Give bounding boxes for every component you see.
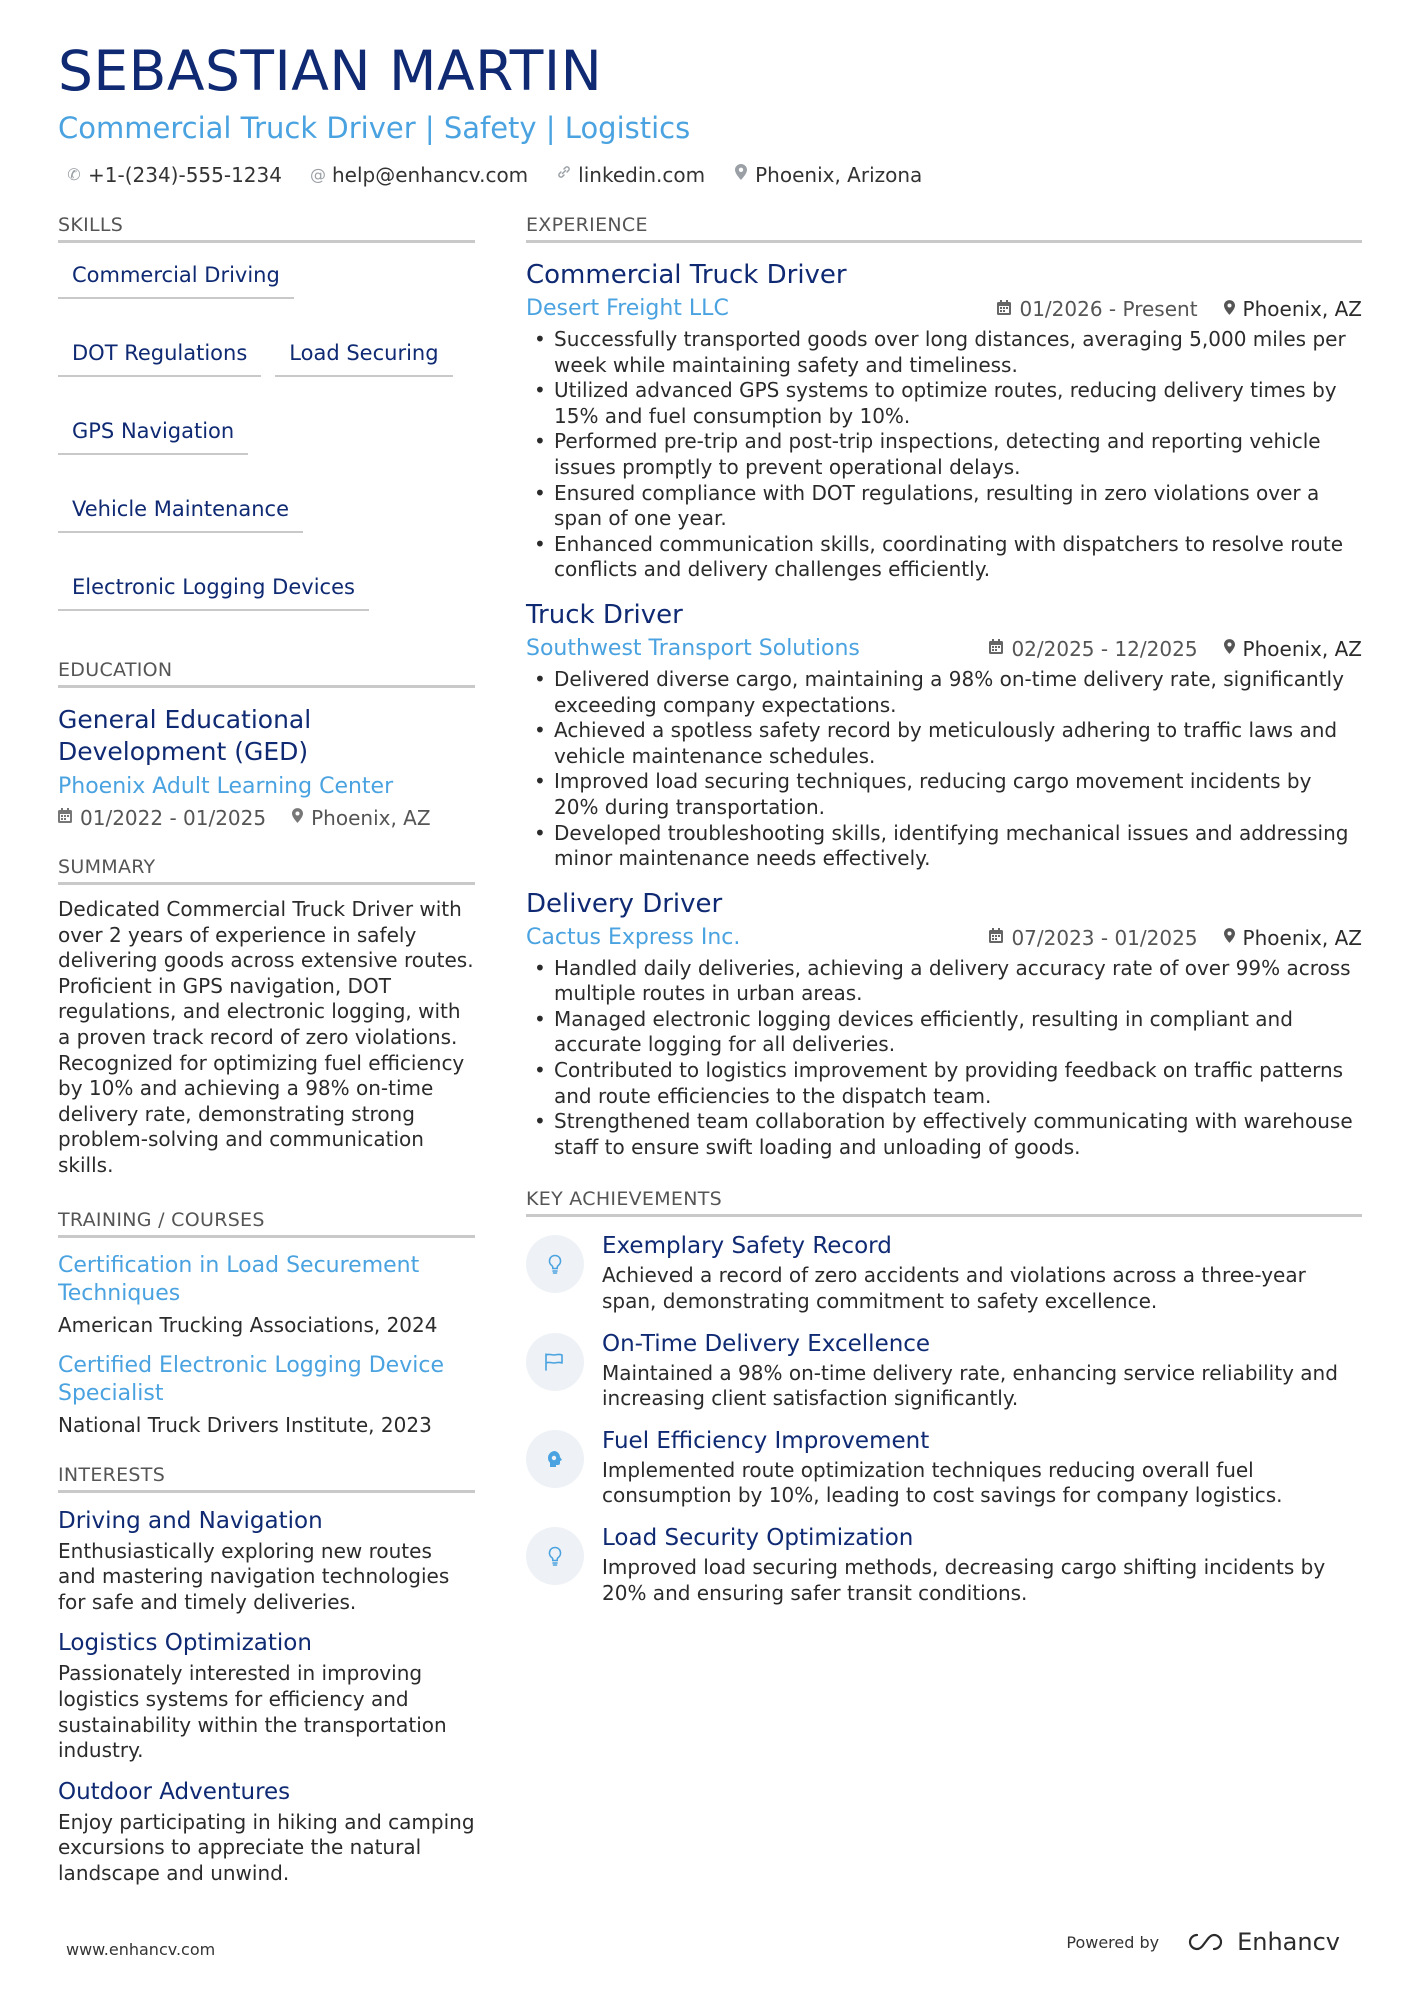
achievement-entry: [526, 1231, 1362, 1314]
achievement-body: [602, 1426, 1362, 1509]
job-meta: [989, 926, 1362, 950]
skills-heading: SKILLS: [58, 214, 475, 243]
job-location: Phoenix, AZ: [1242, 925, 1362, 950]
bullet-item: • Performed pre-trip and post-trip inspections, detecting and reporting vehicle issues promptly to prevent operational delays.: [526, 429, 1362, 480]
job-meta-row: [526, 635, 1362, 663]
experience-heading: EXPERIENCE: [526, 214, 1362, 243]
job-title: Commercial Truck Driver: [526, 260, 847, 290]
job-meta: [989, 637, 1362, 661]
skill-tag: Commercial Driving: [58, 257, 294, 299]
bullet-item: • Managed electronic logging devices efficiently, resulting in compliant and accurate logging for all deliveries.: [526, 1007, 1362, 1058]
achievement-body: [602, 1523, 1362, 1606]
calendar-icon: [989, 928, 1003, 947]
bullet-item: • Ensured compliance with DOT regulations, resulting in zero violations over a span of one year.: [526, 481, 1362, 532]
job-meta-row: [526, 295, 1362, 323]
job-entry: [526, 888, 1362, 1161]
achievement-title: Load Security Optimization: [602, 1525, 914, 1551]
job-meta: [997, 297, 1362, 321]
contact-phone[interactable]: [66, 163, 282, 187]
candidate-name: SEBASTIAN MARTIN: [58, 39, 603, 103]
interest-entry: [58, 1778, 475, 1887]
course-provider: National Truck Drivers Institute, 2023: [58, 1412, 432, 1437]
training-entry: [58, 1352, 475, 1438]
powered-by-label: Powered by: [1066, 1932, 1160, 1952]
footer-branding: [1066, 1928, 1340, 1956]
right-column: [526, 214, 1362, 1606]
contact-location: [733, 163, 922, 187]
job-bullets: [526, 667, 1362, 872]
footer-website[interactable]: www.enhancv.com: [66, 1940, 216, 1959]
achievements-heading: KEY ACHIEVEMENTS: [526, 1188, 1362, 1217]
bullet-item: • Strengthened team collaboration by effectively communicating with warehouse staff to ensure swift loading and unloading of goods.: [526, 1109, 1362, 1160]
bullet-item: • Handled daily deliveries, achieving a delivery accuracy rate of over 99% across multiple routes in urban areas.: [526, 956, 1362, 1007]
school-name: Phoenix Adult Learning Center: [58, 774, 394, 799]
company-name: Southwest Transport Solutions: [526, 635, 860, 661]
education-entry: [58, 704, 475, 830]
interest-text: Enjoy participating in hiking and camping excursions to appreciate the natural landscape and unwind.: [58, 1809, 475, 1885]
skills-list: [58, 257, 475, 611]
calendar-icon: [58, 806, 72, 830]
calendar-icon: [989, 639, 1003, 658]
lightbulb-icon: [526, 1235, 584, 1293]
job-dates: 07/2023 - 01/2025: [1011, 925, 1198, 950]
enhancv-logo[interactable]: [1185, 1928, 1340, 1956]
education-heading: EDUCATION: [58, 659, 475, 688]
course-title: Certified Electronic Logging Device Specialist: [58, 1352, 444, 1406]
achievement-entry: [526, 1523, 1362, 1606]
enhancv-logo-icon: [1185, 1931, 1229, 1953]
left-column: [58, 214, 475, 1886]
education-dates: 01/2022 - 01/2025: [80, 806, 267, 830]
job-dates: 01/2026 - Present: [1019, 297, 1198, 321]
job-title: Truck Driver: [526, 599, 683, 630]
achievement-title: On-Time Delivery Excellence: [602, 1330, 931, 1357]
bullet-item: • Utilized advanced GPS systems to optimize routes, reducing delivery times by 15% and fuel consumption by 10%.: [526, 378, 1362, 429]
training-heading: TRAINING / COURSES: [58, 1209, 475, 1238]
bullet-item: • Contributed to logistics improvement by providing feedback on traffic patterns and route efficiencies to the dispatch team.: [526, 1058, 1362, 1109]
achievement-body: [602, 1329, 1362, 1412]
education-meta: [58, 806, 475, 830]
interest-entry: [58, 1507, 475, 1616]
location-pin-icon: [292, 806, 303, 830]
achievement-text: Maintained a 98% on-time delivery rate, enhancing service reliability and increasing client satisfaction significantly.: [602, 1360, 1338, 1411]
education-location: Phoenix, AZ: [311, 806, 431, 830]
brand-name: Enhancv: [1237, 1928, 1340, 1956]
skill-tag: Vehicle Maintenance: [58, 491, 303, 533]
contact-email[interactable]: [310, 163, 528, 187]
interest-title: Logistics Optimization: [58, 1630, 312, 1657]
job-meta-row: [526, 924, 1362, 952]
achievement-title: Exemplary Safety Record: [602, 1233, 892, 1260]
job-location: Phoenix, AZ: [1242, 297, 1362, 321]
location-pin-icon: [1224, 639, 1235, 658]
interest-title: Outdoor Adventures: [58, 1778, 291, 1805]
skill-tag: Load Securing: [275, 335, 452, 377]
company-name: Desert Freight LLC: [526, 296, 729, 321]
achievement-text: Achieved a record of zero accidents and violations across a three-year span, demonstrating commitment to safety excellence.: [602, 1263, 1306, 1314]
bullet-item: • Delivered diverse cargo, maintaining a 98% on-time delivery rate, significantly exceeding company expectations.: [526, 667, 1362, 718]
bullet-item: • Enhanced communication skills, coordinating with dispatchers to resolve route conflicts and delivery challenges efficiently.: [526, 532, 1362, 583]
location-text: Phoenix, Arizona: [755, 163, 923, 187]
course-title: Certification in Load Securement Techniques: [58, 1252, 420, 1306]
flag-icon: [526, 1333, 584, 1391]
company-name: Cactus Express Inc.: [526, 924, 741, 950]
bullet-item: • Developed troubleshooting skills, identifying mechanical issues and addressing minor maintenance needs effectively.: [526, 821, 1362, 872]
contact-linkedin[interactable]: [556, 163, 705, 187]
at-icon: @: [309, 165, 326, 184]
email-text: help@enhancv.com: [331, 163, 529, 187]
summary-heading: SUMMARY: [58, 856, 475, 885]
location-pin-icon: [733, 163, 749, 187]
job-location: Phoenix, AZ: [1242, 636, 1362, 661]
job-entry: [526, 259, 1362, 583]
job-bullets: [526, 327, 1362, 583]
interests-heading: INTERESTS: [58, 1464, 475, 1493]
contact-bar: [66, 163, 950, 187]
degree-title: General Educational Development (GED): [58, 705, 312, 766]
job-bullets: [526, 956, 1362, 1161]
location-pin-icon: [1224, 300, 1235, 319]
interest-title: Driving and Navigation: [58, 1507, 323, 1534]
skill-tag: Electronic Logging Devices: [58, 569, 369, 611]
link-icon: [556, 163, 572, 187]
course-provider: American Trucking Associations, 2024: [58, 1312, 438, 1337]
achievement-text: Improved load securing methods, decreasing cargo shifting incidents by 20% and ensuring safer transit conditions.: [602, 1555, 1326, 1605]
bullet-item: • Successfully transported goods over long distances, averaging 5,000 miles per week while maintaining safety and timeliness.: [526, 327, 1362, 378]
summary-text: Dedicated Commercial Truck Driver with over 2 years of experience in safely delivering goods across extensive routes. Proficient in GPS navigation, DOT regulations, and electronic logging, with a proven track record of zero violations. Recognized for optimizing fuel efficiency by 10% and achieving a 98% on-time delivery rate, demonstrating strong problem-solving and communication skills.: [58, 897, 474, 1177]
bullet-item: • Achieved a spotless safety record by meticulously adhering to traffic laws and vehicle maintenance schedules.: [526, 718, 1362, 769]
job-dates: 02/2025 - 12/2025: [1011, 636, 1198, 661]
training-entry: [58, 1252, 475, 1338]
bullet-item: • Improved load securing techniques, reducing cargo movement incidents by 20% during transportation.: [526, 769, 1362, 820]
achievement-text: Implemented route optimization techniques reducing overall fuel consumption by 10%, leading to cost savings for company logistics.: [602, 1457, 1283, 1508]
phone-icon: ✆: [67, 165, 81, 184]
achievement-entry: [526, 1426, 1362, 1509]
calendar-icon: [997, 300, 1011, 319]
interest-entry: [58, 1629, 475, 1763]
brain-icon: [526, 1430, 584, 1488]
interest-text: Enthusiastically exploring new routes and mastering navigation technologies for safe and timely deliveries.: [58, 1538, 450, 1614]
skill-tag: DOT Regulations: [58, 335, 261, 377]
phone-text: +1-(234)-555-1234: [88, 163, 282, 187]
interest-text: Passionately interested in improving logistics systems for efficiency and sustainability within the transportation industry.: [58, 1661, 447, 1763]
achievement-body: [602, 1231, 1362, 1314]
achievement-entry: [526, 1329, 1362, 1412]
candidate-headline: Commercial Truck Driver | Safety | Logistics: [58, 111, 691, 145]
linkedin-text: linkedin.com: [578, 163, 706, 187]
job-title: Delivery Driver: [526, 888, 723, 919]
lightbulb-icon: [526, 1527, 584, 1585]
job-entry: [526, 599, 1362, 872]
skill-tag: GPS Navigation: [58, 413, 248, 455]
location-pin-icon: [1224, 928, 1235, 947]
achievement-title: Fuel Efficiency Improvement: [602, 1427, 930, 1454]
